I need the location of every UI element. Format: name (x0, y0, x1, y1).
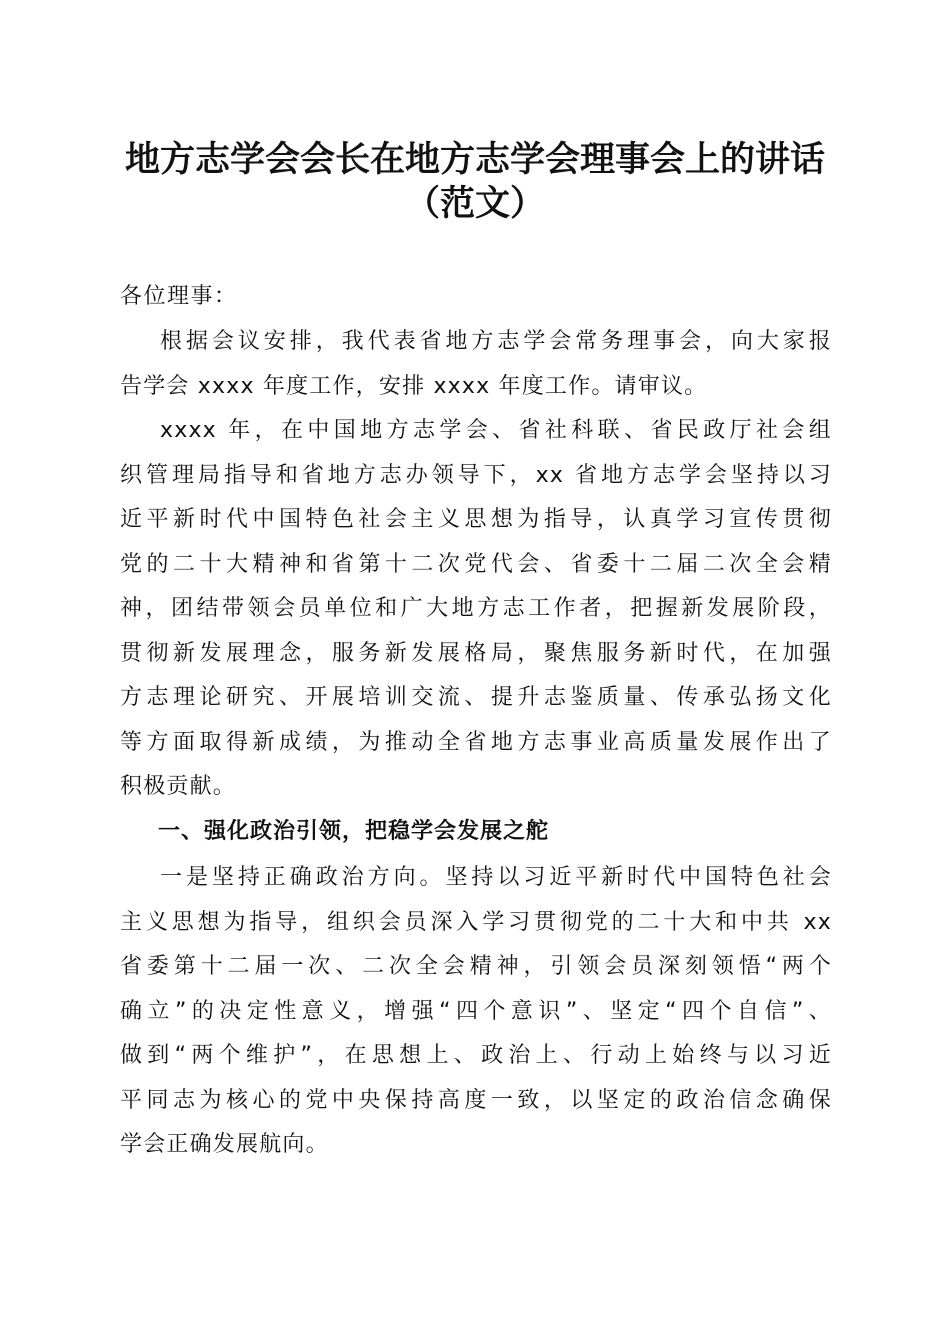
document-title-line-1: 地方志学会会长在地方志学会理事会上的讲话 (124, 139, 825, 180)
paragraph-2-line-7: 方志理论研究、开展培训交流、提升志鉴质量、传承弘扬文化 (120, 685, 832, 710)
paragraph-3-line-5: 做到“两个维护”，在思想上、政治上、行动上始终与以习近 (120, 1043, 832, 1068)
paragraph-2-line-9: 积极贡献。 (120, 774, 237, 799)
paragraph-2-line-4: 党的二十大精神和省第十二次党代会、省委十二届二次全会精 (120, 551, 832, 577)
paragraph-3-line-2: 主义思想为指导，组织会员深入学习贯彻党的二十大和中共 xx (120, 909, 832, 935)
section-heading-1: 一、强化政治引领，把稳学会发展之舵 (158, 819, 550, 844)
paragraph-3-line-1: 一是坚持正确政治方向。坚持以习近平新时代中国特色社会 (160, 865, 832, 890)
document-title-line-2: （范文） (404, 183, 545, 224)
paragraph-1-line-1: 根据会议安排，我代表省地方志学会常务理事会，向大家报 (160, 329, 832, 354)
paragraph-1 (120, 320, 832, 409)
paragraph-1-line-2: 告学会 xxxx 年度工作，安排 xxxx 年度工作。请审议。 (120, 373, 708, 399)
paragraph-3-line-4: 确立”的决定性意义，增强“四个意识”、坚定“四个自信”、 (120, 998, 832, 1024)
paragraph-2-line-2: 织管理局指导和省地方志办领导下，xx 省地方志学会坚持以习 (120, 462, 832, 488)
salutation: 各位理事： (120, 284, 238, 309)
paragraph-2-line-5: 神，团结带领会员单位和广大地方志工作者，把握新发展阶段， (120, 596, 832, 621)
paragraph-3 (120, 856, 832, 1168)
paragraph-2-line-3: 近平新时代中国特色社会主义思想为指导，认真学习宣传贯彻 (120, 507, 832, 532)
paragraph-3-line-6: 平同志为核心的党中央保持高度一致，以坚定的政治信念确保 (120, 1087, 832, 1113)
paragraph-2-line-6: 贯彻新发展理念，服务新发展格局，聚焦服务新时代，在加强 (120, 640, 832, 666)
paragraph-2-line-1: xxxx 年，在中国地方志学会、省社科联、省民政厅社会组 (160, 418, 832, 443)
paragraph-3-line-7: 学会正确发展航向。 (120, 1132, 329, 1157)
paragraph-2 (120, 409, 832, 810)
paragraph-3-line-3: 省委第十二届一次、二次全会精神，引领会员深刻领悟“两个 (120, 954, 832, 979)
paragraph-2-line-8: 等方面取得新成绩，为推动全省地方志事业高质量发展作出了 (120, 729, 832, 755)
